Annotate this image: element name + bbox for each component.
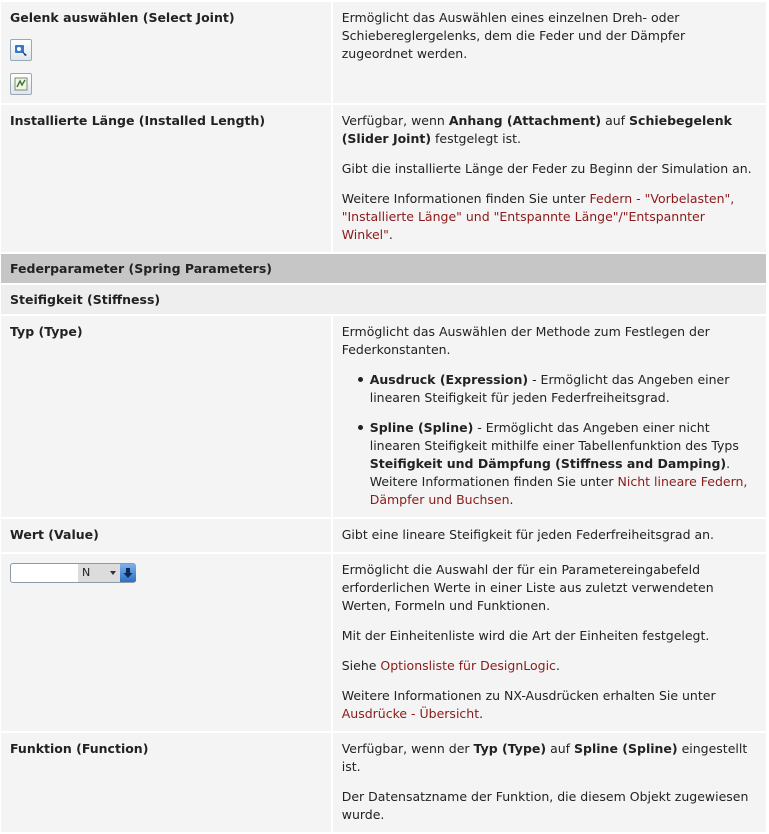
unit-field-cell — [1, 554, 331, 731]
value-label: Wert (Value) — [1, 519, 331, 552]
function-p1: Verfügbar, wenn der Typ (Type) auf Spline (Spline) eingestellt ist. — [341, 741, 748, 774]
installed-length-p3: Weitere Informationen finden Sie unter Federn - "Vorbelasten", "Installierte Länge" und "Entspannte Länge"/"Entspannter Winkel". — [341, 191, 735, 242]
joint-dialog-icon[interactable] — [10, 73, 32, 95]
group-stiffness — [1, 285, 766, 314]
options-menu-button[interactable] — [120, 564, 136, 582]
unit-field-p2: Mit der Einheitenliste wird die Art der Einheiten festgelegt. — [341, 628, 710, 643]
type-p1: Ermöglicht das Auswählen der Methode zum Festlegen der Federkonstanten. — [341, 324, 710, 357]
unit-field-p3: Siehe Optionsliste für DesignLogic. — [341, 658, 560, 673]
row-unit-field — [1, 554, 766, 731]
installed-length-label: Installierte Länge (Installed Length) — [1, 105, 331, 252]
desc-cell — [333, 105, 766, 252]
desc-cell — [333, 2, 766, 103]
select-joint-label: Gelenk auswählen (Select Joint) — [10, 10, 235, 25]
label-cell — [1, 2, 331, 103]
row-installed-length — [1, 105, 766, 252]
desc-cell — [333, 733, 766, 832]
row-select-joint — [1, 2, 766, 103]
nonlinear-springs-link[interactable]: Nicht lineare Federn, Dämpfer und Buchsen — [369, 474, 748, 507]
function-p2: Der Datensatzname der Funktion, die diesem Objekt zugewiesen wurde. — [341, 789, 749, 822]
type-label: Typ (Type) — [1, 316, 331, 517]
desc-cell — [333, 554, 766, 731]
type-options-list — [342, 371, 757, 509]
row-type — [1, 316, 766, 517]
spring-parameters-heading: Federparameter (Spring Parameters) — [1, 254, 766, 283]
unit-field-p4: Weitere Informationen zu NX-Ausdrücken erhalten Sie unter Ausdrücke - Übersicht. — [341, 688, 716, 721]
installed-length-p1: Verfügbar, wenn Anhang (Attachment) auf Schiebegelenk (Slider Joint) festgelegt ist. — [341, 113, 732, 146]
chevron-down-icon — [110, 571, 116, 575]
expressions-overview-link[interactable]: Ausdrücke - Übersicht — [341, 706, 480, 721]
function-label: Funktion (Function) — [1, 733, 331, 832]
unit-field-p1: Ermöglicht die Auswahl der für ein Parametereingabefeld erforderlichen Werte in einer Liste aus zuletzt verwendeten Werten, Formeln und Funktionen. — [341, 562, 714, 613]
stiffness-heading: Steifigkeit (Stiffness) — [1, 285, 766, 314]
preload-link[interactable]: Federn - "Vorbelasten", "Installierte Länge" und "Entspannte Länge"/"Entspannter Winkel" — [341, 191, 735, 242]
unit-dropdown[interactable]: N — [78, 564, 120, 582]
section-spring-parameters — [1, 254, 766, 283]
value-input[interactable] — [11, 564, 77, 582]
row-function — [1, 733, 766, 832]
value-unit-field — [10, 563, 136, 583]
list-item: Spline (Spline) - Ermöglicht das Angeben einer nicht linearen Steifigkeit mithilfe einer Tabellenfunktion des Typs Steifigkeit und Dämpfung (Stiffness and Damping). Weitere Informationen finden Sie unter Nicht lineare Federn, Dämpfer und Buchsen. — [370, 419, 757, 509]
row-value — [1, 519, 766, 552]
select-joint-icon[interactable] — [10, 39, 32, 61]
list-item: Ausdruck (Expression) - Ermöglicht das Angeben einer linearen Steifigkeit für jeden Federfreiheitsgrad. — [370, 371, 757, 407]
select-joint-desc: Ermöglicht das Auswählen eines einzelnen Dreh- oder Schiebereglergelenks, dem die Feder und der Dämpfer zugeordnet werden. — [341, 10, 686, 61]
value-desc: Gibt eine lineare Steifigkeit für jeden Federfreiheitsgrad an. — [333, 519, 766, 552]
desc-cell — [333, 316, 766, 517]
installed-length-p2: Gibt die installierte Länge der Feder zu Beginn der Simulation an. — [341, 161, 752, 176]
designlogic-link[interactable]: Optionsliste für DesignLogic — [380, 658, 556, 673]
arrow-down-icon — [123, 567, 133, 579]
